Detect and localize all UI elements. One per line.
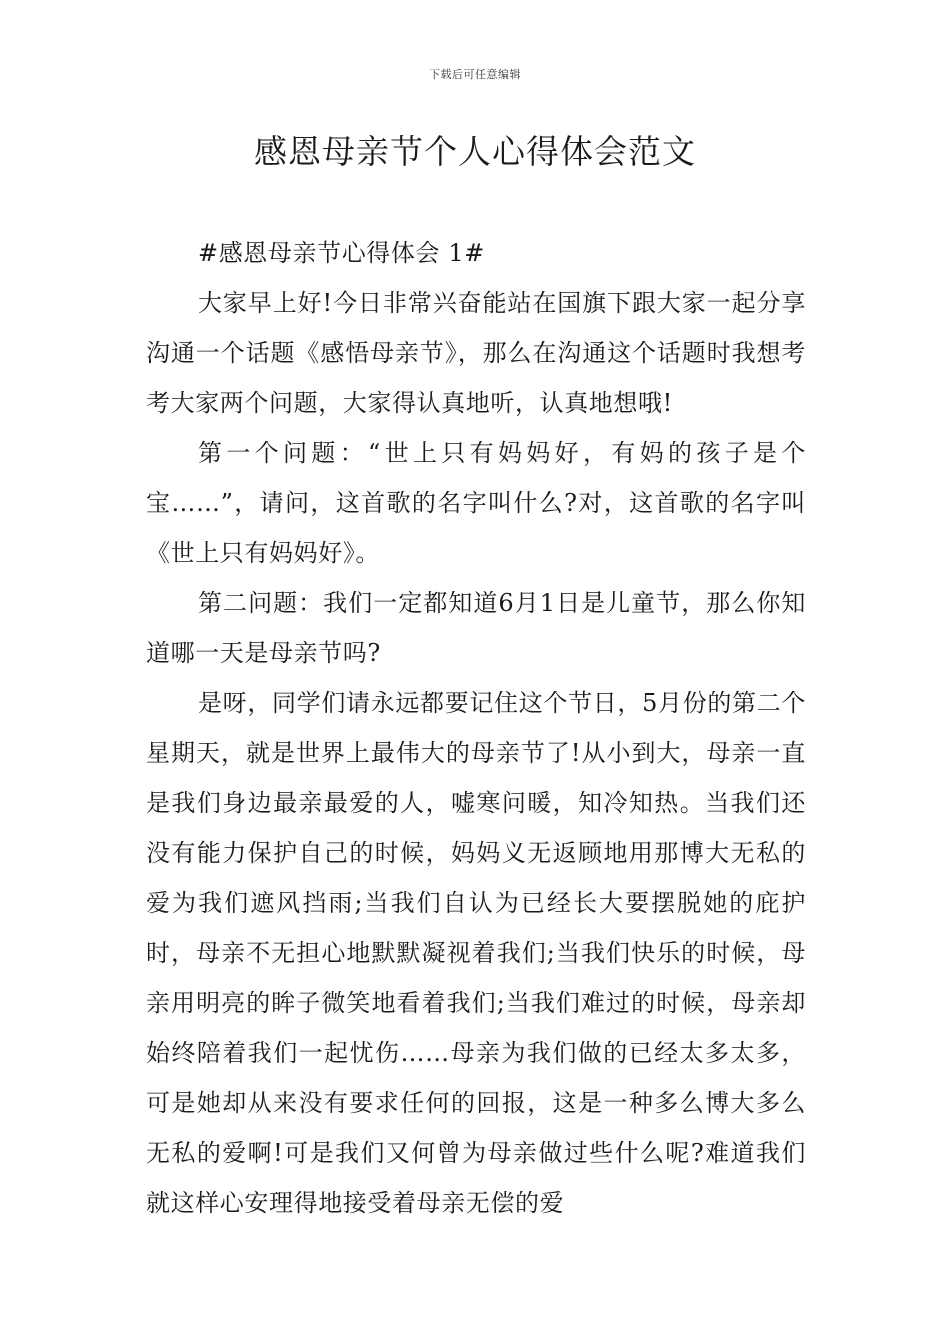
paragraph-greeting: 大家早上好!今日非常兴奋能站在国旗下跟大家一起分享沟通一个话题《感悟母亲节》，那么在沟通这个话题时我想考考大家两个问题，大家得认真地听，认真地想哦! [146,289,806,417]
paragraph-question-one: 第一个问题：“世上只有妈妈好，有妈的孩子是个宝……”，请问，这首歌的名字叫什么?对，这首歌的名字叫《世上只有妈妈好》。 [146,439,806,567]
document-title: 感恩母亲节个人心得体会范文 [254,132,696,171]
header-note: 下载后可任意编辑 [429,68,521,81]
section-heading: #感恩母亲节心得体会 1# [198,239,485,267]
paragraph-question-two: 第二问题：我们一定都知道6月1日是儿童节，那么你知道哪一天是母亲节吗? [146,589,806,667]
document-body [146,228,806,1228]
paragraph-mothers-day: 是呀，同学们请永远都要记住这个节日，5月份的第二个星期天，就是世界上最伟大的母亲节了!从小到大，母亲一直是我们身边最亲最爱的人，嘘寒问暖，知冷知热。当我们还没有能力保护自己的时候，妈妈义无返顾地用那博大无私的爱为我们遮风挡雨;当我们自认为已经长大要摆脱她的庇护时，母亲不无担心地默默凝视着我们;当我们快乐的时候，母亲用明亮的眸子微笑地看着我们;当我们难过的时候，母亲却始终陪着我们一起忧伤……母亲为我们做的已经太多太多，可是她却从来没有要求任何的回报，这是一种多么博大多么无私的爱啊!可是我们又何曾为母亲做过些什么呢?难道我们就这样心安理得地接受着母亲无偿的爱 [146,689,806,1217]
